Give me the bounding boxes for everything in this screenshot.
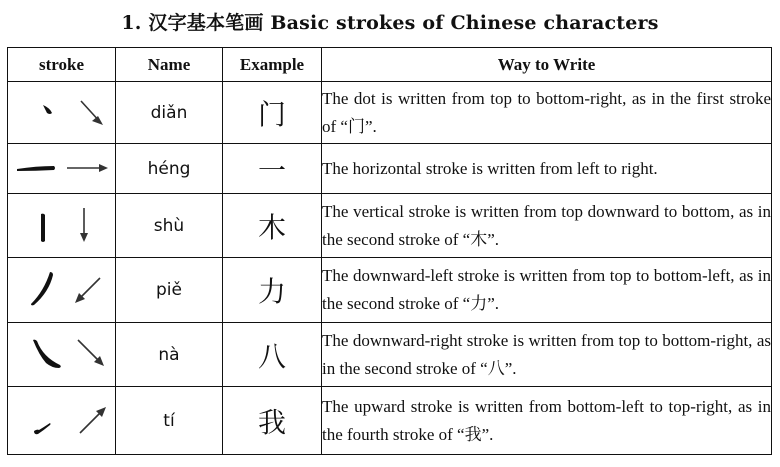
header-way-to-write: Way to Write <box>322 48 772 82</box>
stroke-name: héng <box>116 144 223 194</box>
strokes-table <box>7 47 772 455</box>
way-to-write: The vertical stroke is written from top downward to bottom, as in the second stroke of “木”. <box>322 194 772 258</box>
vertical-stroke-icon <box>8 194 113 257</box>
downward-right-stroke-icon <box>8 323 113 386</box>
upward-stroke-icon <box>8 387 113 454</box>
table-row <box>8 323 772 387</box>
header-name: Name <box>116 48 223 82</box>
example-character: 八 <box>223 323 322 387</box>
stroke-name: piě <box>116 258 223 323</box>
table-row <box>8 144 772 194</box>
stroke-name: nà <box>116 323 223 387</box>
table-row <box>8 194 772 258</box>
example-character: 一 <box>223 144 322 194</box>
table-header-row <box>8 48 772 82</box>
table-row <box>8 258 772 323</box>
downward-left-stroke-icon <box>8 258 113 322</box>
example-character: 木 <box>223 194 322 258</box>
stroke-cell <box>8 258 116 323</box>
example-character: 门 <box>223 82 322 144</box>
stroke-cell <box>8 144 116 194</box>
example-character: 力 <box>223 258 322 323</box>
way-to-write: The horizontal stroke is written from left to right. <box>322 144 772 194</box>
way-to-write: The upward stroke is written from bottom-left to top-right, as in the fourth stroke of “我”. <box>322 387 772 455</box>
table-row <box>8 387 772 455</box>
example-character: 我 <box>223 387 322 455</box>
stroke-cell <box>8 323 116 387</box>
way-to-write: The downward-right stroke is written from top to bottom-right, as in the second stroke of “八”. <box>322 323 772 387</box>
stroke-name: tí <box>116 387 223 455</box>
header-stroke: stroke <box>8 48 116 82</box>
way-to-write: The dot is written from top to bottom-right, as in the first stroke of “门”. <box>322 82 772 144</box>
stroke-name: shù <box>116 194 223 258</box>
stroke-cell <box>8 387 116 455</box>
header-example: Example <box>223 48 322 82</box>
stroke-cell <box>8 82 116 144</box>
stroke-name: diǎn <box>116 82 223 144</box>
dot-stroke-icon <box>8 82 113 143</box>
table-row <box>8 82 772 144</box>
page-title: 1. 汉字基本笔画 Basic strokes of Chinese characters <box>121 12 659 34</box>
stroke-cell <box>8 194 116 258</box>
way-to-write: The downward-left stroke is written from top to bottom-left, as in the second stroke of “力”. <box>322 258 772 323</box>
horizontal-stroke-icon <box>8 144 113 193</box>
